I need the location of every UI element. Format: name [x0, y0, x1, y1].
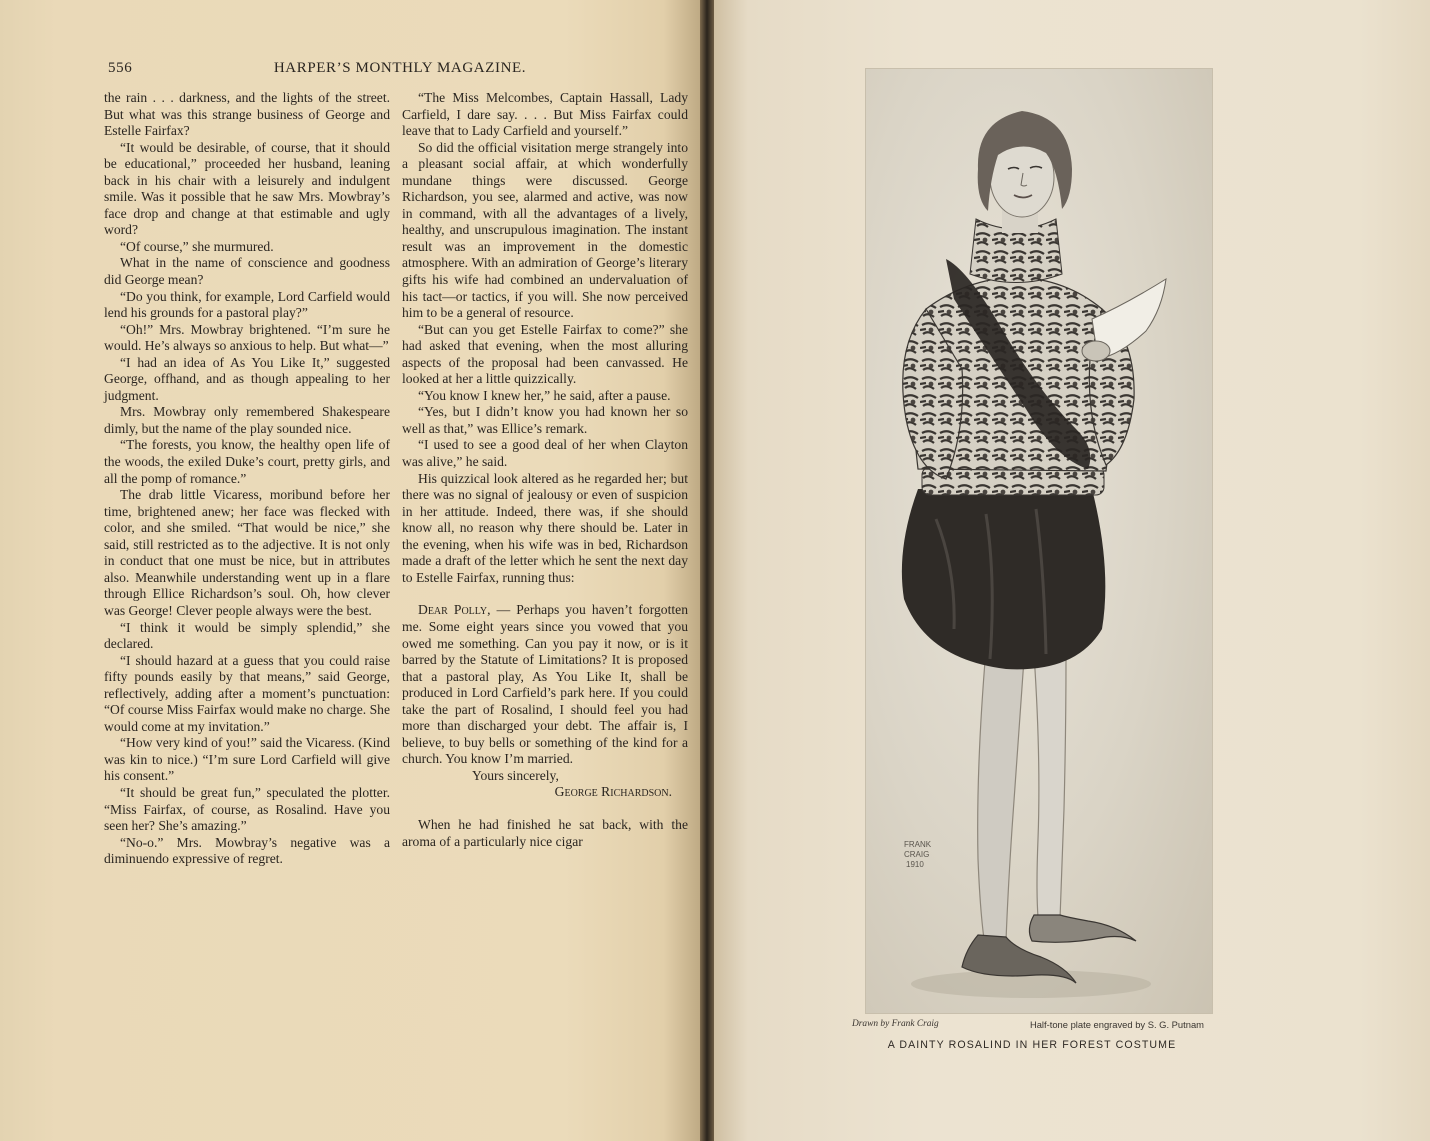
- journal-title: HARPER’S MONTHLY MAGAZINE.: [273, 60, 527, 76]
- paragraph: “It would be desirable, of course, that it should be educational,” proceeded her husband, leaning back in his chair with a leisurely and indulgent smile. Was it possible that he saw Mrs. Mowbray’s face drop and change at that estimable and ugly word?: [104, 139, 390, 238]
- paragraph: “How very kind of you!” said the Vicaress. (Kind was kin to nice.) “I’m sure Lord Carfield will give his consent.”: [104, 735, 390, 784]
- plate-credits: [852, 1019, 1204, 1033]
- paragraph: What in the name of conscience and goodness did George mean?: [104, 255, 390, 288]
- paragraph: “I used to see a good deal of her when Clayton was alive,” he said.: [402, 437, 688, 470]
- plate-caption: A DAINTY ROSALIND IN HER FOREST COSTUME: [887, 1039, 1177, 1051]
- paragraph: “But can you get Estelle Fairfax to come?” she had asked that evening, when the most alluring aspects of the proposal had been canvassed. He looked at her a little quizzically.: [402, 321, 688, 387]
- paragraph: the rain . . . darkness, and the lights of the street. But what was this strange business of George and Estelle Fairfax?: [104, 90, 390, 139]
- paragraph: “The Miss Melcombes, Captain Hassall, Lady Carfield, I dare say. . . . But Miss Fairfax could leave that to Lady Carfield and yourself.”: [402, 90, 688, 139]
- illustration-plate: [865, 68, 1213, 1014]
- artist-credit: Drawn by Frank Craig: [852, 1019, 939, 1029]
- running-head: [108, 60, 692, 82]
- paragraph: His quizzical look altered as he regarded her; but there was no signal of jealousy or even of suspicion in her attitude. Indeed, there was, if she should know all, no reason why there should be. Later in the evening, when his wife was in bed, Richardson made a draft of the letter which he sent the next day to Estelle Fairfax, running thus:: [402, 470, 688, 585]
- paragraph: “You know I knew her,” he said, after a pause.: [418, 387, 671, 403]
- letter-closing: Yours sincerely,: [472, 767, 559, 783]
- book-gutter: [700, 0, 714, 1141]
- text-column-left: [104, 90, 390, 868]
- paragraph: “I should hazard at a guess that you could raise fifty pounds easily by that means,” said George, reflectively, adding after a moment’s punctuation: “Of course Miss Fairfax would make no charge. She would come at my invitation.”: [104, 652, 390, 734]
- letter-body: [402, 602, 688, 767]
- artist-signature-line-2: CRAIG: [904, 850, 930, 859]
- artist-signature-line-1: FRANK: [904, 840, 932, 849]
- paragraph: “Oh!” Mrs. Mowbray brightened. “I’m sure he would. He’s always so anxious to help. But what—”: [104, 321, 390, 354]
- paragraph: So did the official visitation merge strangely into a pleasant social affair, at which wonderfully mundane things were discussed. George Richardson, you see, alarmed and active, was now in command, with all the advantages of a lively, healthy, and unscrupulous imagination. The instant result was an improvement in the domestic atmosphere. With an admiration of George’s literary gifts his wife had combined an undervaluation of his tact—or tactics, if you will. She now perceived him to be a general of resource.: [402, 139, 688, 321]
- letter-signature: George Richardson.: [554, 784, 672, 800]
- paragraph: “Of course,” she murmured.: [120, 238, 274, 254]
- paragraph: “It should be great fun,” speculated the plotter. “Miss Fairfax, of course, as Rosalind. Have you seen her? She’s amazing.”: [104, 784, 390, 834]
- paragraph: When he had finished he sat back, with the aroma of a particularly nice cigar: [402, 816, 688, 849]
- paragraph: “Yes, but I didn’t know you had known her so well as that,” was Ellice’s remark.: [402, 404, 688, 436]
- page-number: 556: [108, 60, 133, 76]
- letter-text: — Perhaps you haven’t forgotten me. Some eight years since you vowed that you owed me something. Can you pay it now, or is it barred by the Statute of Limitations? It is proposed that a pastoral play, As You Like It, shall be produced in Lord Carfield’s park here. If you could take the part of Rosalind, I should feel you had more than discharged your debt. The affair is, I believe, to buy bells or something of the kind for a church. You know I’m married.: [402, 602, 688, 767]
- paragraph: “I had an idea of As You Like It,” suggested George, offhand, and as though appealing to her judgment.: [104, 354, 390, 403]
- rosalind-illustration: [866, 69, 1212, 1013]
- paragraph: The drab little Vicaress, moribund before her time, brightened anew; her face was flecked with color, and she smiled. “That would be nice,” she said, still restricted as to the adjective. It is not only in conduct that one must be nice, but in attributes also. Meanwhile understanding went up in a flare through Ellice Richardson’s soul. Oh, how clever was George! Clever people always were the best.: [104, 487, 390, 618]
- paragraph: “The forests, you know, the healthy open life of the woods, the exiled Duke’s court, pretty girls, and all the pomp of romance.”: [104, 437, 390, 486]
- paragraph: Mrs. Mowbray only remembered Shakespeare dimly, but the name of the play sounded nice.: [104, 404, 390, 436]
- text-column-right: [402, 90, 688, 850]
- paragraph: “I think it would be simply splendid,” she declared.: [104, 619, 390, 652]
- letter-salutation: Dear Polly,: [418, 602, 491, 618]
- paragraph: “No-o.” Mrs. Mowbray’s negative was a diminuendo expressive of regret.: [104, 834, 390, 867]
- paragraph: “Do you think, for example, Lord Carfield would lend his grounds for a pastoral play?”: [104, 288, 390, 321]
- engraver-credit: Half-tone plate engraved by S. G. Putnam: [1029, 1019, 1204, 1030]
- artist-signature-line-3: 1910: [906, 860, 924, 869]
